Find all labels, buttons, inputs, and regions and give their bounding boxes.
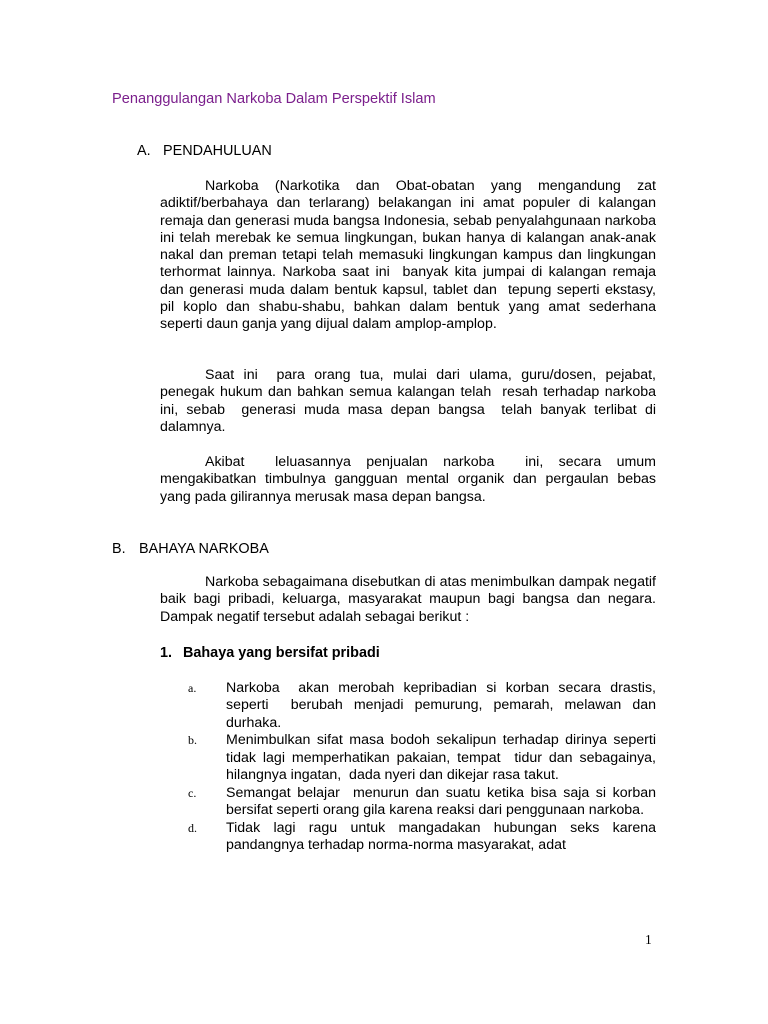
section-a-paragraph-1: Narkoba (Narkotika dan Obat-obatan yang mengandung zat adiktif/berbahaya dan terlarang) belakangan ini amat populer di kalangan remaja dan generasi muda bangsa Indonesia, sebab penyalahgunaan narkoba ini telah merebak ke semua lingkungan, bukan hanya di kalangan anak-anak nakal dan preman tetapi telah memasuki lingkungan kampus dan lingkungan terhormat lainnya. Narkoba saat ini banyak kita jumpai di kalangan remaja dan generasi muda dalam bentuk kapsul, tablet dan tepung seperti ekstasy, pil koplo dan shabu-shabu, bahkan dalam bentuk yang amat sederhana seperti daun ganja yang dijual dalam amplop-amplop. [160, 178, 664, 333]
section-b-number: B. [112, 541, 126, 557]
list-item-text: Semangat belajar menurun dan suatu ketika bisa saja si korban bersifat seperti orang gila karena reaksi dari penggunaan narkoba. [226, 784, 660, 819]
list-item-text: Menimbulkan sifat masa bodoh sekalipun terhadap dirinya seperti tidak lagi memperhatikan pakaian, tempat tidur dan sebagainya, hilangnya ingatan, dada nyeri dan dikejar rasa takut. [226, 732, 660, 783]
section-b-paragraph: Narkoba sebagaimana disebutkan di atas menimbulkan dampak negatif baik bagi pribadi, keluarga, masyarakat maupun bagi bangsa dan negara. Dampak negatif tersebut adalah sebagai berikut : [160, 574, 660, 625]
list-marker: c. [188, 785, 197, 800]
list-marker: d. [188, 820, 197, 835]
section-b-heading [112, 541, 269, 557]
list-item-text: Tidak lagi ragu untuk mangadakan hubungan seks karena pandangnya terhadap norma-norma masyarakat, adat [226, 819, 660, 854]
document-title: Penanggulangan Narkoba Dalam Perspektif Islam [112, 91, 436, 107]
section-a-number: A. [137, 143, 151, 159]
danger-list [160, 680, 660, 855]
page-number: 1 [645, 932, 652, 947]
subsection-1-number: 1. [160, 645, 173, 661]
list-item [160, 784, 660, 820]
subsection-1-heading [160, 645, 380, 661]
list-item-text: Narkoba akan merobah kepribadian si korban secara drastis, seperti berubah menjadi pemurung, pemarah, melawan dan durhaka. [226, 680, 660, 731]
list-marker: a. [188, 681, 197, 695]
list-item [160, 819, 660, 855]
list-item [160, 732, 660, 784]
list-item [160, 680, 660, 732]
section-a-paragraph-3: Akibat leluasannya penjualan narkoba ini, secara umum mengakibatkan timbulnya gangguan mental organik dan pergaulan bebas yang pada gilirannya merusak masa depan bangsa. [160, 454, 660, 505]
list-marker: b. [188, 733, 197, 748]
section-a-paragraph-2: Saat ini para orang tua, mulai dari ulama, guru/dosen, pejabat, penegak hukum dan bahkan semua kalangan telah resah terhadap narkoba ini, sebab generasi muda masa depan bangsa telah banyak terlibat di dalamnya. [160, 367, 660, 435]
section-b-title: BAHAYA NARKOBA [139, 541, 269, 557]
section-a-title: PENDAHULUAN [163, 143, 272, 159]
section-a-heading [137, 143, 272, 159]
subsection-1-title: Bahaya yang bersifat pribadi [183, 645, 380, 661]
